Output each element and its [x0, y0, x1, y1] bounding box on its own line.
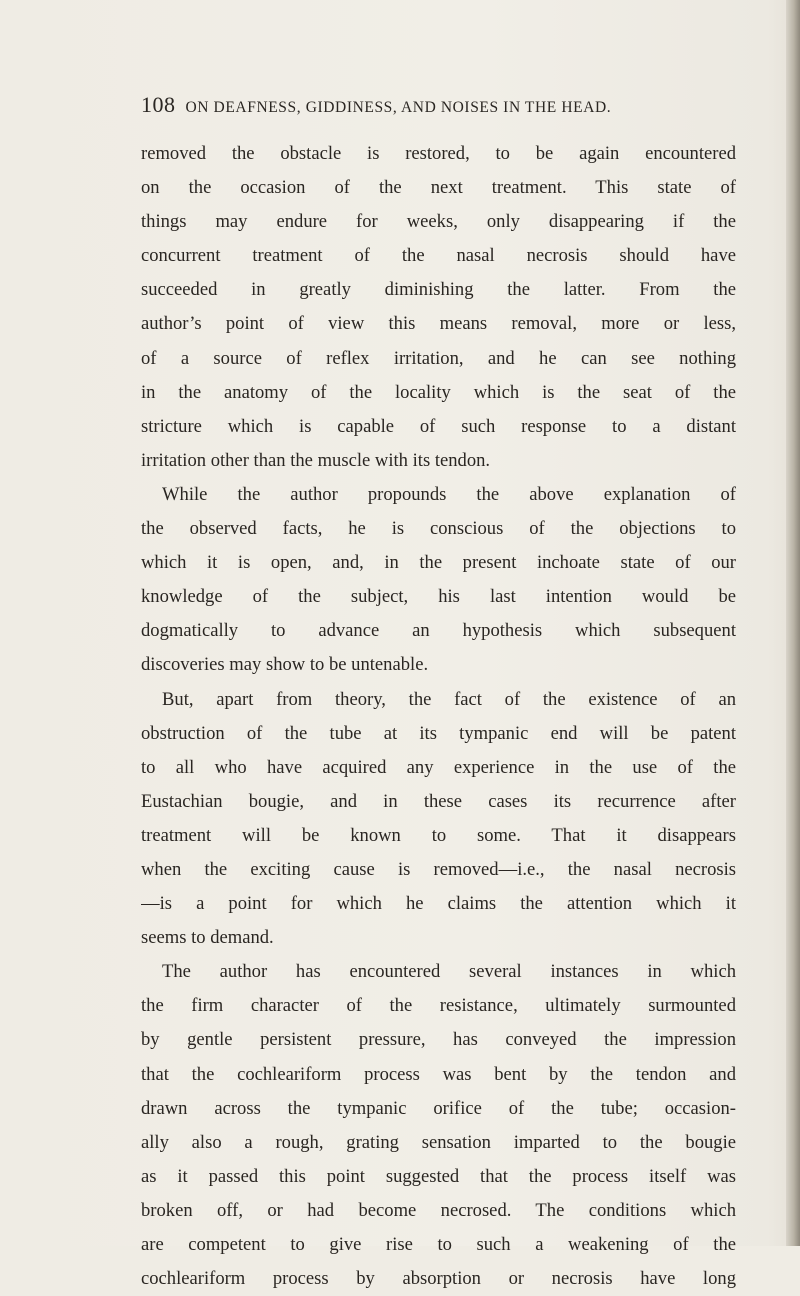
- running-head: ON DEAFNESS, GIDDINESS, AND NOISES IN THE HEAD.: [185, 99, 612, 116]
- text-line: which it is open, and, in the present inchoate state of our: [141, 552, 736, 574]
- text-line: Eustachian bougie, and in these cases its recurrence after: [141, 790, 736, 812]
- text-line: treatment will be known to some. That it disappears: [141, 824, 736, 846]
- text-line: cochleariform process by absorption or necrosis have long: [141, 1268, 736, 1290]
- text-line: the observed facts, he is conscious of the objections to: [141, 518, 736, 540]
- text-line: by gentle persistent pressure, has conveyed the impression: [141, 1029, 736, 1051]
- text-line: —is a point for which he claims the attention which it: [141, 893, 736, 915]
- text-line: knowledge of the subject, his last intention would be: [141, 586, 736, 608]
- text-line: While the author propounds the above explanation of: [162, 483, 736, 505]
- text-line: ally also a rough, grating sensation imparted to the bougie: [141, 1131, 736, 1153]
- text-line: things may endure for weeks, only disappearing if the: [141, 211, 736, 233]
- text-line: dogmatically to advance an hypothesis which subsequent: [141, 620, 736, 642]
- text-line: stricture which is capable of such response to a distant: [141, 415, 736, 437]
- text-line: seems to demand.: [141, 927, 274, 949]
- body-text: [141, 137, 736, 1296]
- text-line: But, apart from theory, the fact of the existence of an: [162, 688, 736, 710]
- text-line: obstruction of the tube at its tympanic end will be patent: [141, 722, 736, 744]
- text-line: The author has encountered several instances in which: [162, 961, 736, 983]
- text-line: irritation other than the muscle with its tendon.: [141, 449, 491, 471]
- page-binding-edge: [786, 0, 800, 1246]
- text-line: as it passed this point suggested that the process itself was: [141, 1165, 736, 1187]
- text-line: the firm character of the resistance, ultimately surmounted: [141, 995, 736, 1017]
- text-line: to all who have acquired any experience in the use of the: [141, 756, 736, 778]
- text-line: when the exciting cause is removed—i.e., the nasal necrosis: [141, 858, 736, 880]
- text-line: of a source of reflex irritation, and he can see nothing: [141, 347, 736, 369]
- text-line: are competent to give rise to such a weakening of the: [141, 1234, 736, 1255]
- text-line: broken off, or had become necrosed. The conditions which: [141, 1199, 736, 1221]
- page-number: 108: [141, 92, 176, 117]
- text-line: in the anatomy of the locality which is the seat of the: [141, 381, 736, 403]
- text-line: discoveries may show to be untenable.: [141, 654, 429, 676]
- text-line: removed the obstacle is restored, to be again encountered: [141, 143, 736, 164]
- page-header: [141, 92, 741, 118]
- text-line: concurrent treatment of the nasal necrosis should have: [141, 245, 736, 267]
- text-line: that the cochleariform process was bent by the tendon and: [141, 1063, 736, 1085]
- text-line: on the occasion of the next treatment. This state of: [141, 177, 736, 199]
- text-line: drawn across the tympanic orifice of the tube; occasion-: [141, 1097, 736, 1119]
- text-line: succeeded in greatly diminishing the latter. From the: [141, 279, 736, 301]
- text-line: author’s point of view this means removal, more or less,: [141, 313, 736, 335]
